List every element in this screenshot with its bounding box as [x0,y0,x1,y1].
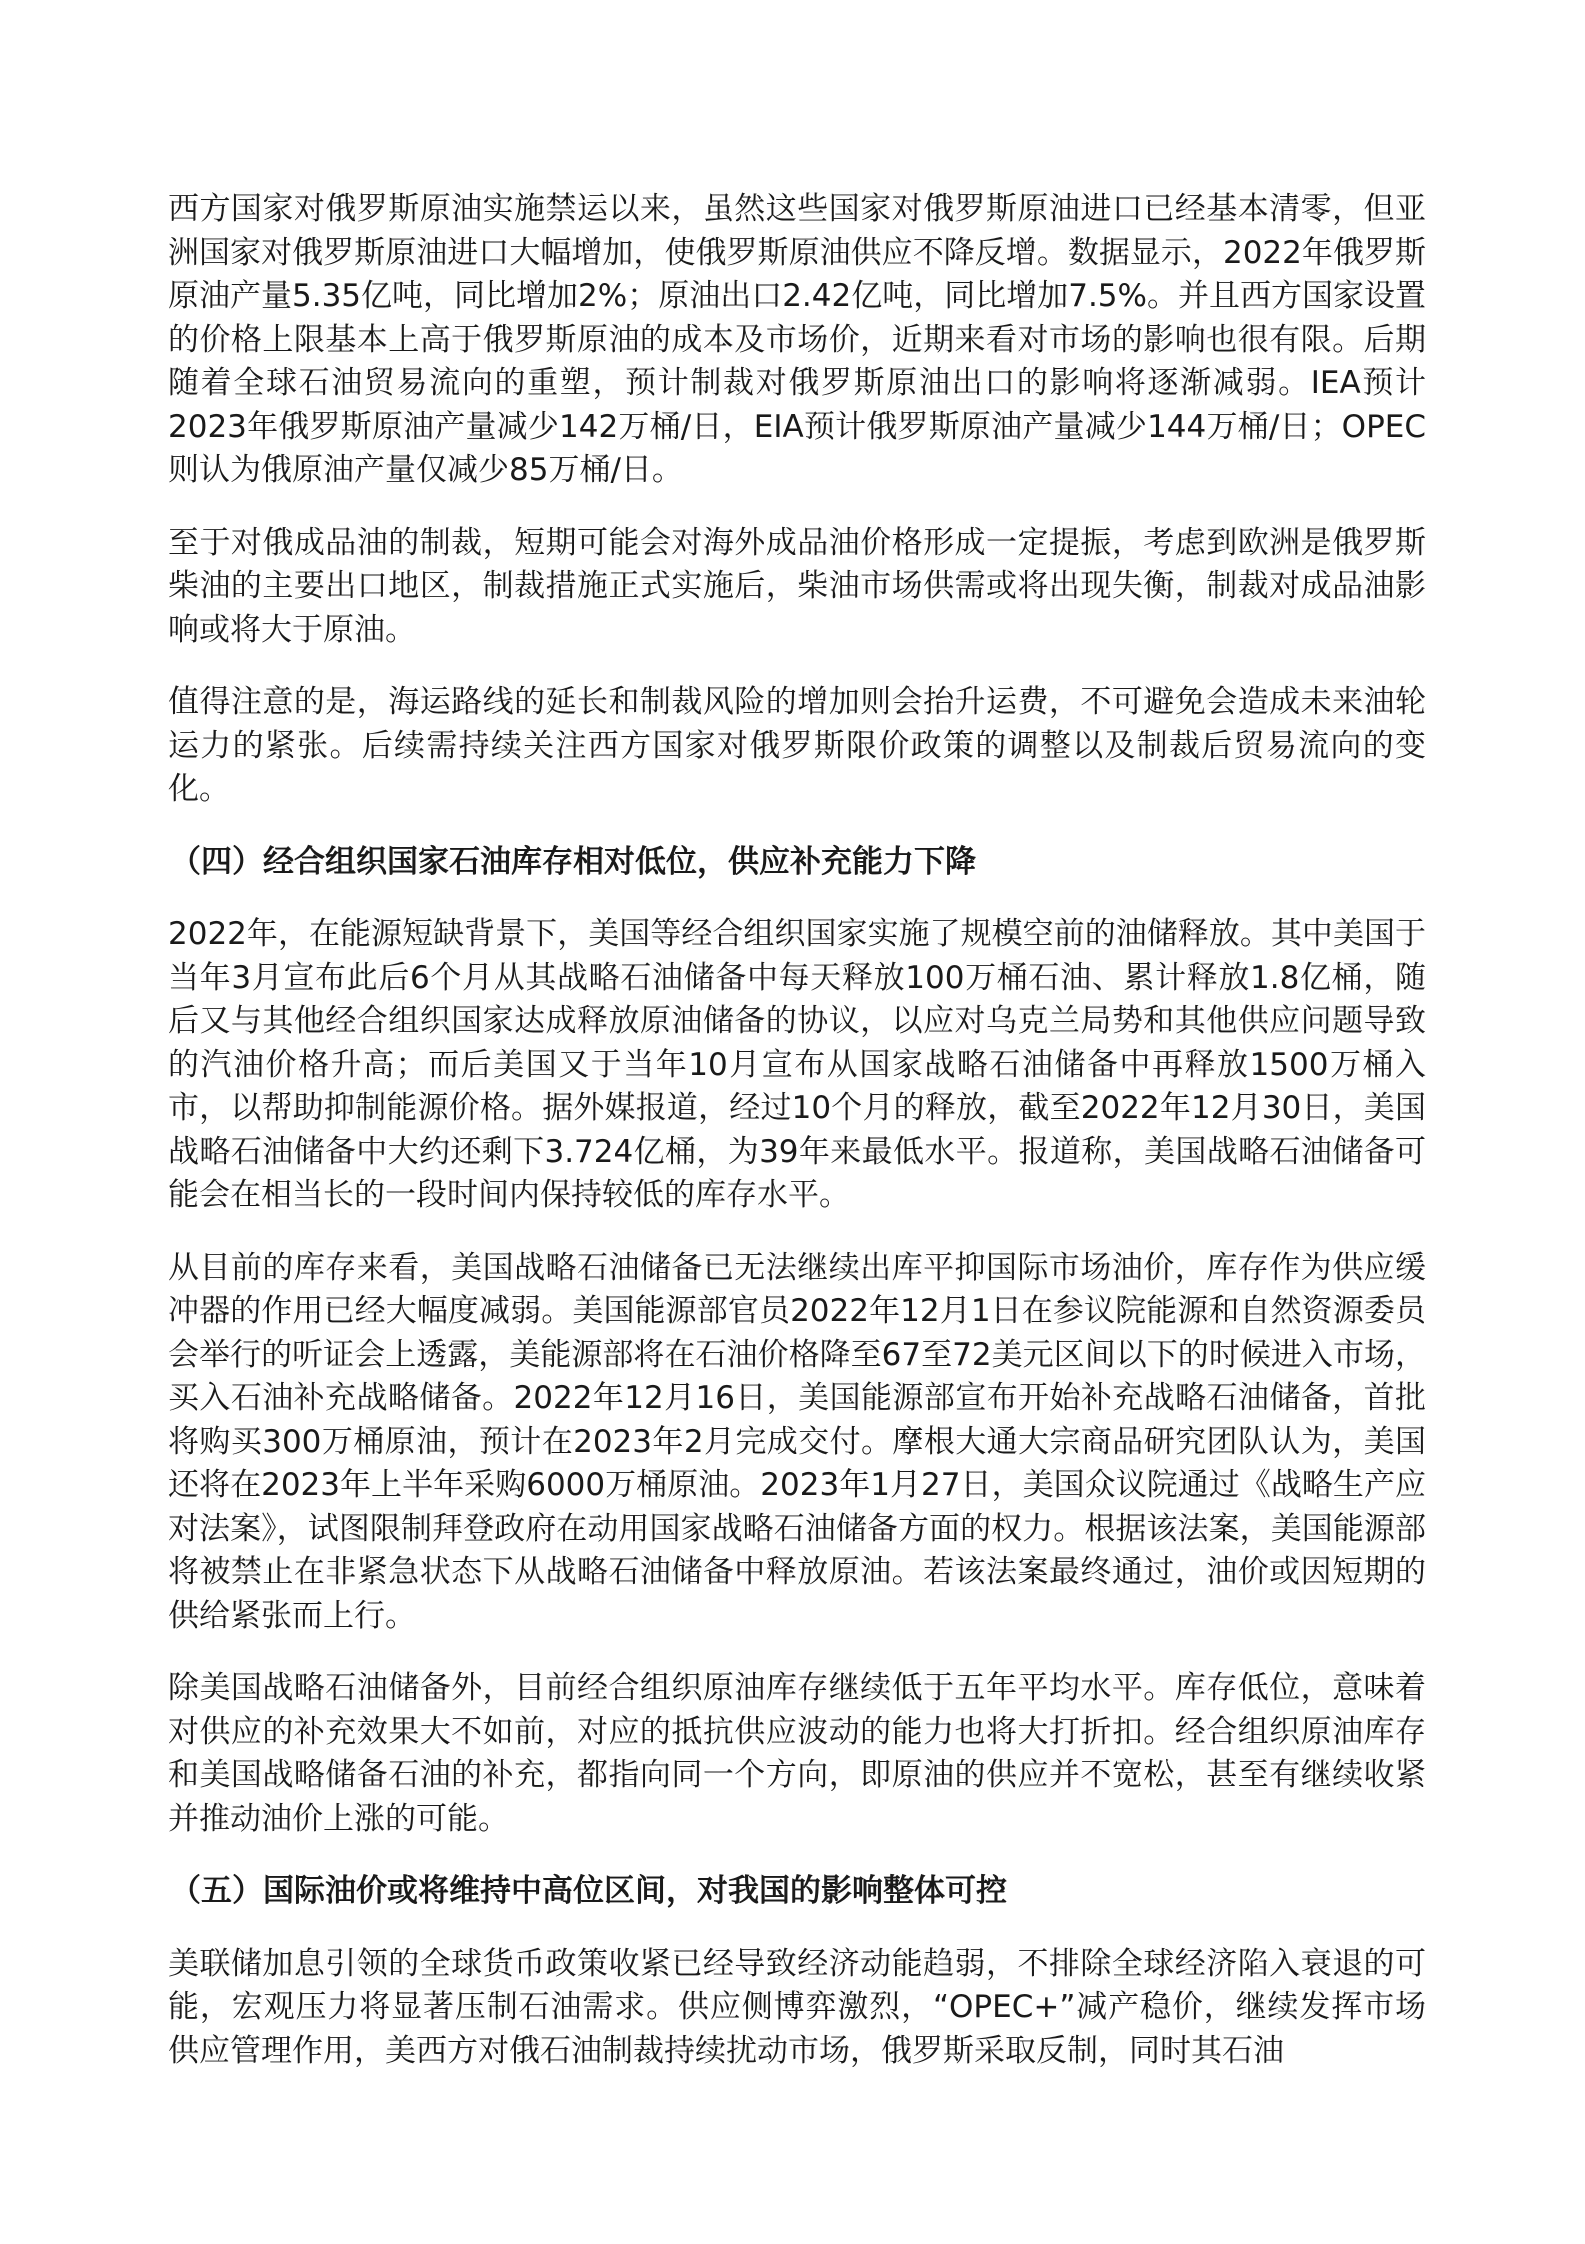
paragraph-shipping-costs: 值得注意的是，海运路线的延长和制裁风险的增加则会抬升运费，不可避免会造成未来油轮运力的紧张。后续需持续关注西方国家对俄罗斯限价政策的调整以及制裁后贸易流向的变化。 [168,684,1426,807]
paragraph-refined-oil-sanctions: 至于对俄成品油的制裁，短期可能会对海外成品油价格形成一定提振，考虑到欧洲是俄罗斯柴油的主要出口地区，制裁措施正式实施后，柴油市场供需或将出现失衡，制裁对成品油影响或将大于原油。 [168,524,1426,648]
paragraph-spr-refill: 从目前的库存来看，美国战略石油储备已无法继续出库平抑国际市场油价，库存作为供应缓冲器的作用已经大幅度减弱。美国能源部官员2022年12月1日在参议院能源和自然资源委员会举行的听证会上透露，美能源部将在石油价格降至67至72美元区间以下的时候进入市场，买入石油补充战略储备。2022年12月16日，美国能源部宣布开始补充战略石油储备，首批将购买300万桶原油，预计在2023年2月完成交付。摩根大通大宗商品研究团队认为，美国还将在2023年上半年采购6000万桶原油。2023年1月27日，美国众议院通过《战略生产应对法案》，试图限制拜登政府在动用国家战略石油储备方面的权力。根据该法案，美国能源部将被禁止在非紧急状态下从战略石油储备中释放原油。若该法案最终通过，油价或因短期的供给紧张而上行。 [168,1249,1427,1634]
paragraph-oil-price-outlook: 美联储加息引领的全球货币政策收紧已经导致经济动能趋弱，不排除全球经济陷入衰退的可能，宏观压力将显著压制石油需求。供应侧博弈激烈，“OPEC+”减产稳价，继续发挥市场供应管理作用，美西方对俄石油制裁持续扰动市场，俄罗斯采取反制，同时其石油 [168,1945,1426,2069]
paragraph-spr-release-2022: 2022年，在能源短缺背景下，美国等经合组织国家实施了规模空前的油储释放。其中美国于当年3月宣布此后6个月从其战略石油储备中每天释放100万桶石油、累计释放1.8亿桶，随后又与其他经合组织国家达成释放原油储备的协议，以应对乌克兰局势和其他供应问题导致的汽油价格升高；而后美国又于当年10月宣布从国家战略石油储备中再释放1500万桶入市，以帮助抑制能源价格。据外媒报道，经过10个月的释放，截至2022年12月30日，美国战略石油储备中大约还剩下3.724亿桶，为39年来最低水平。报道称，美国战略石油储备可能会在相当长的一段时间内保持较低的库存水平。 [168,916,1426,1213]
section-heading-5: （五）国际油价或将维持中高位区间，对我国的影响整体可控 [170,1873,1007,1909]
paragraph-oecd-inventory: 除美国战略石油储备外，目前经合组织原油库存继续低于五年平均水平。库存低位，意味着对供应的补充效果大不如前，对应的抵抗供应波动的能力也将大打折扣。经合组织原油库存和美国战略储备石油的补充，都指向同一个方向，即原油的供应并不宽松，甚至有继续收紧并推动油价上涨的可能。 [168,1670,1426,1837]
paragraph-russia-crude-embargo: 西方国家对俄罗斯原油实施禁运以来，虽然这些国家对俄罗斯原油进口已经基本清零，但亚洲国家对俄罗斯原油进口大幅增加，使俄罗斯原油供应不降反增。数据显示，2022年俄罗斯原油产量5.35亿吨，同比增加2%；原油出口2.42亿吨，同比增加7.5%。并且西方国家设置的价格上限基本上高于俄罗斯原油的成本及市场价，近期来看对市场的影响也很有限。后期随着全球石油贸易流向的重塑，预计制裁对俄罗斯原油出口的影响将逐渐减弱。IEA预计2023年俄罗斯原油产量减少142万桶/日，EIA预计俄罗斯原油产量减少144万桶/日；OPEC则认为俄原油产量仅减少85万桶/日。 [168,191,1426,488]
document-body [168,188,1426,2102]
section-heading-4: （四）经合组织国家石油库存相对低位，供应补充能力下降 [170,843,976,880]
